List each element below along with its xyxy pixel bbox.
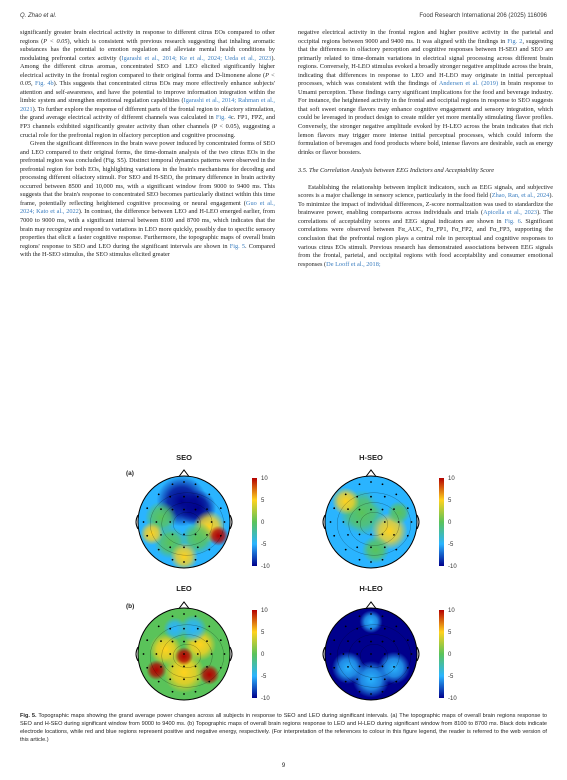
electrode-dot <box>370 666 372 668</box>
electrode-dot <box>359 559 361 561</box>
electrode-dot <box>330 521 332 523</box>
text-run: , suggesting that the differences in olfactory perception and cognitive responses between H-SEO and SEO are primarily related to time-domain variations in electrical signal processing across different brain regions. Conversely, H-LEO stimulus evoked a broadly stronger negative amplitude across the brain, indicating that differences in response to LEO and H-LEO may originate in initial perceptual processes, which was consistent with the findings of <box>298 37 553 88</box>
topomap-hleo <box>323 602 457 702</box>
electrode-dot <box>146 667 148 669</box>
electrode-dot <box>370 613 372 615</box>
electrode-dot <box>183 628 185 630</box>
electrode-dot <box>220 639 222 641</box>
electrode-dot <box>382 666 384 668</box>
colorbar-tick-label: 0 <box>261 520 265 526</box>
electrode-dot <box>211 653 213 655</box>
electrode-dot <box>183 678 185 680</box>
electrode-dot <box>197 521 199 523</box>
electrode-dot <box>195 691 197 693</box>
colorbar <box>439 610 444 698</box>
electrode-dot <box>224 521 226 523</box>
electrode-dot <box>183 641 185 643</box>
electrode-dot <box>411 653 413 655</box>
electrode-dot <box>195 666 197 668</box>
electrode-dot <box>370 678 372 680</box>
electrode-dot <box>370 641 372 643</box>
citation-link[interactable]: Apicella et al., 2023 <box>483 209 538 217</box>
electrode-dot <box>172 509 174 511</box>
electrode-dot <box>183 509 185 511</box>
text-run: . Compared with the H-SEO stimulus, the SEO stimulus elicited greater <box>20 242 275 259</box>
electrode-dot <box>359 483 361 485</box>
electrode-dot <box>384 678 386 680</box>
electrode-dot <box>345 549 347 551</box>
electrode-dot <box>146 507 148 509</box>
electrode-dot <box>206 666 208 668</box>
electrode-dot <box>195 615 197 617</box>
colorbar-tick-label: -5 <box>261 674 267 680</box>
topomap-hseo <box>323 470 457 570</box>
electrode-dot <box>370 509 372 511</box>
text-run: ), which is consistent with previous research suggesting that inhaling aromatic substances has the potential to emotion regulation and alleviate mental health conditions by modulating prefrontal cortex activity ( <box>20 37 275 62</box>
electrode-dot <box>195 509 197 511</box>
activity-region <box>387 501 410 524</box>
electrode-dot <box>206 508 208 510</box>
electrode-dot <box>382 641 384 643</box>
text-run: ). This suggests that concentrated citrus EOs may more effectively enhance subjects' attention and self-awareness, and have the potential to improve information integration within the limbic system and strengthen emotional regulation capabilities ( <box>20 80 275 105</box>
figure-caption <box>20 712 547 744</box>
electrode-dot <box>395 494 397 496</box>
electrode-dot <box>343 521 345 523</box>
electrode-dot <box>183 496 185 498</box>
electrode-dot <box>333 535 335 537</box>
electrode-dot <box>382 483 384 485</box>
electrode-dot <box>393 666 395 668</box>
electrode-dot <box>370 693 372 695</box>
electrode-dot <box>370 653 372 655</box>
colorbar-tick-label: 0 <box>448 652 452 658</box>
electrode-dot <box>183 521 185 523</box>
electrode-dot <box>172 534 174 536</box>
caption-text: Topographic maps showing the grand average power changes across all subjects in response to SEO and LEO during significant intervals. (a) The topographic maps of overall brain regions response to SEO and H-SEO during significant window from 9000 to 9400 ms. (b) Topographic maps of overall brain regions response to LEO and H-LEO during significant window from 8100 to 8700 ms. Black dots indicate electrode locations, while red and blue regions represent positive and negative energy, respectively. (For interpretation of the references to colour in this figure legend, the reader is referred to the web version of this article.) <box>20 713 547 743</box>
electrode-dot <box>183 693 185 695</box>
electrode-dot <box>407 507 409 509</box>
activity-region <box>146 660 166 680</box>
citation-link[interactable]: Guo et al., 2024; Kato et al., 2022 <box>20 199 275 216</box>
electrode-dot <box>359 509 361 511</box>
electrode-dot <box>384 546 386 548</box>
electrode-dot <box>143 653 145 655</box>
topographic-maps <box>70 448 500 703</box>
map-title-leo: LEO <box>176 584 192 593</box>
electrode-dot <box>382 559 384 561</box>
activity-region <box>362 536 390 564</box>
electrode-dot <box>359 641 361 643</box>
text-run: Given the significant differences in the brain wave power induced by concentrated forms of SEO and LEO compared to their original forms, the time-domain analysis of the two citrus EOs in the prefrontal region was concluded (Fig. S5). Distinct temporal dynamics patterns were observed in the prefrontal region for both EOs, highlighting variations in the brain's mechanisms for decoding and processing different olfactory stimuli. For SEO and H-SEO, the primary difference in brain activity occurred between 8500 and 10,000 ms, with a significant window from 9000 to 9400 ms. This suggests that the brain's response to concentrated SEO becomes particularly distinct within this time frame, potentially reflecting heightened cognitive processing or neural engagement ( <box>20 140 275 207</box>
electrode-dot <box>398 653 400 655</box>
colorbar-tick-label: 10 <box>448 608 455 614</box>
electrode-dot <box>169 546 171 548</box>
map-title-hseo: H-SEO <box>359 453 383 462</box>
figure-link[interactable]: Fig. 2 <box>507 37 523 45</box>
electrode-dot <box>356 521 358 523</box>
text-run: ). In contrast, the difference between LEO and H-LEO emerged earlier, from 7000 to 9000 ms, with a significant interval between 8100 and 8700 ms, which indicates that the brain may recognize and respond to variations in LEO more quickly, possibly due to specific sensory properties that elicit a faster cognitive response. Furthermore, the topographic maps of overall brain regions' response to SEO and LEO during the significant intervals are shown in <box>20 208 275 250</box>
text-run: negative electrical activity in the frontal region and higher positive activity in the parietal and occipital regions between 9000 and 9400 ms. It was aligned with the findings in <box>298 29 553 45</box>
electrode-dot <box>347 640 349 642</box>
electrode-dot <box>208 494 210 496</box>
text-run: ). The correlations of acceptability scores and EEG signal indicators are shown in <box>298 209 554 225</box>
electrode-dot <box>172 641 174 643</box>
electrode-dot <box>195 534 197 536</box>
left-paragraph-2 <box>20 140 275 260</box>
electrode-dot <box>330 653 332 655</box>
electrode-dot <box>197 546 199 548</box>
figure-link[interactable]: Fig. 4 <box>215 114 232 122</box>
figure-link[interactable]: Fig. 4b <box>34 80 54 88</box>
activity-region <box>208 526 228 546</box>
electrode-dot <box>158 681 160 683</box>
text-run: significantly greater brain electrical activity in response to different citrus EOs compared to other regions ( <box>20 29 275 45</box>
electrode-dot <box>382 509 384 511</box>
electrode-dot <box>197 628 199 630</box>
electrode-dot <box>359 615 361 617</box>
map-title-hleo: H-LEO <box>359 584 383 593</box>
text-run: ). Among the different citrus aromas, concentrated SEO and LEO elicited significantly higher electrical activity in the frontal region compared to their original forms and D-limonene alone ( <box>20 54 275 79</box>
electrode-dot <box>384 496 386 498</box>
electrode-dot <box>370 546 372 548</box>
citation-link[interactable]: Zhao, Ran, et al., 2024 <box>491 192 550 200</box>
topomap-leo <box>136 602 270 702</box>
electrode-dot <box>382 534 384 536</box>
activity-region <box>175 647 193 665</box>
electrode-dot <box>160 666 162 668</box>
electrode-dot <box>370 628 372 630</box>
electrode-dot <box>333 667 335 669</box>
electrode-dot <box>398 521 400 523</box>
electrode-dot <box>158 549 160 551</box>
electrode-dot <box>146 535 148 537</box>
electrode-dot <box>407 535 409 537</box>
colorbar-tick-label: -5 <box>448 542 454 548</box>
electrode-dot <box>393 508 395 510</box>
electrode-dot <box>395 681 397 683</box>
electrode-dot <box>160 508 162 510</box>
electrode-dot <box>156 653 158 655</box>
electrode-dot <box>169 628 171 630</box>
electrode-dot <box>146 639 148 641</box>
electrode-dot <box>208 681 210 683</box>
electrode-dot <box>347 508 349 510</box>
text-run: . Significant correlations were observed between Fα_AUC, Fα_FP1, Fα_FP2, and Fα_FP3, supporting the conclusion that the prefrontal region plays a central role in perceptual and cognitive responses to various citrus EOs stimuli. Previous research has demonstrated associations between EEG signals from the frontal, parietal, and occipital regions with food acceptability and consumer emotional responses ( <box>298 217 553 268</box>
text-run: P < 0.05 <box>43 37 68 45</box>
text-run: ). To minimize the impact of individual differences, Z-score normalization was used to standardize the brainwave power, enabling comparisons across individuals and trials ( <box>298 192 553 217</box>
electrode-dot <box>172 666 174 668</box>
left-column <box>20 29 275 260</box>
electrode-dot <box>370 496 372 498</box>
electrode-dot <box>172 559 174 561</box>
text-run: c. FP1, FPZ, and FP3 channels exhibited significantly greater activity than other channels (P < 0.05), suggesting a crucial role for the prefrontal region in olfactory perception and cognitive processing. <box>20 114 275 139</box>
electrode-dot <box>359 666 361 668</box>
electrode-dot <box>220 535 222 537</box>
electrode-dot <box>384 628 386 630</box>
right-paragraph-1 <box>298 29 553 157</box>
electrode-dot <box>172 691 174 693</box>
electrode-dot <box>195 641 197 643</box>
figure-5 <box>70 448 500 703</box>
electrode-dot <box>158 494 160 496</box>
electrode-dot <box>160 534 162 536</box>
text-run: in brain response to Umami perception. These findings carry significant implications for the food and beverage industry. For instance, the heightened activity in the frontal and occipital regions in response to SEO suggests that soft sweet orange flavors may enhance cognitive engagement and sensory integration, which could be leveraged in product design to create milder yet more mentally stimulating flavor profiles. Conversely, the stronger negative amplitude evoked by H-LEO across the brain indicates that rich lemon flavors may trigger more intense initial perceptual processes, which could inform the formulation of beverages and food products where bold, intense flavors are desirable, such as energy drinks or flavor boosters. <box>298 80 553 156</box>
electrode-dot <box>169 653 171 655</box>
electrode-dot <box>333 639 335 641</box>
colorbar-tick-label: 5 <box>448 630 452 636</box>
electrode-dot <box>211 521 213 523</box>
caption-label: Fig. 5. <box>20 713 37 719</box>
colorbar <box>252 478 257 566</box>
electrode-dot <box>183 653 185 655</box>
colorbar-tick-label: -5 <box>261 542 267 548</box>
figure-link[interactable]: Fig. 6 <box>504 217 521 225</box>
citation-link[interactable]: Igarashi et al., 2014; Rahman et al., 2021 <box>20 97 275 113</box>
electrode-dot <box>195 559 197 561</box>
electrode-dot <box>183 666 185 668</box>
electrode-dot <box>370 521 372 523</box>
electrode-dot <box>156 521 158 523</box>
electrode-dot <box>393 534 395 536</box>
electrode-dot <box>220 507 222 509</box>
electrode-dot <box>183 561 185 563</box>
electrode-dot <box>345 494 347 496</box>
electrode-dot <box>407 667 409 669</box>
electrode-dot <box>395 626 397 628</box>
colorbar-tick-label: -10 <box>261 564 270 570</box>
citation-link[interactable]: Andersen et al. (2019) <box>438 80 499 88</box>
electrode-dot <box>393 640 395 642</box>
electrode-dot <box>384 521 386 523</box>
electrode-dot <box>197 678 199 680</box>
colorbar-tick-label: 0 <box>261 652 265 658</box>
electrode-dot <box>370 561 372 563</box>
figure-link[interactable]: Fig. 5 <box>229 242 245 250</box>
text-run: Establishing the relationship between implicit indicators, such as EEG signals, and subjective scores is a major challenge in sensory science, particularly in the food field ( <box>298 183 553 200</box>
electrode-dot <box>356 628 358 630</box>
electrode-dot <box>343 653 345 655</box>
colorbar-tick-label: -10 <box>448 696 457 702</box>
electrode-dot <box>220 667 222 669</box>
electrode-dot <box>384 653 386 655</box>
electrode-dot <box>197 496 199 498</box>
electrode-dot <box>356 678 358 680</box>
electrode-dot <box>370 481 372 483</box>
colorbar-tick-label: 10 <box>261 476 268 482</box>
electrode-dot <box>169 496 171 498</box>
right-paragraph-2 <box>298 184 553 269</box>
electrode-dot <box>195 483 197 485</box>
electrode-dot <box>183 546 185 548</box>
electrode-dot <box>169 521 171 523</box>
left-paragraph-1 <box>20 29 275 140</box>
colorbar-tick-label: 5 <box>448 498 452 504</box>
electrode-dot <box>345 681 347 683</box>
activity-region <box>163 617 186 640</box>
colorbar-tick-label: 10 <box>261 608 268 614</box>
colorbar <box>252 610 257 698</box>
electrode-dot <box>347 534 349 536</box>
electrode-dot <box>333 507 335 509</box>
electrode-dot <box>183 534 185 536</box>
activity-region <box>332 524 364 556</box>
electrode-dot <box>356 496 358 498</box>
colorbar-tick-label: -5 <box>448 674 454 680</box>
topomap-seo <box>136 470 270 570</box>
electrode-dot <box>169 678 171 680</box>
colorbar-tick-label: -10 <box>448 564 457 570</box>
electrode-dot <box>172 483 174 485</box>
electrode-dot <box>183 613 185 615</box>
header-authors: Q. Zhao et al. <box>20 13 57 19</box>
electrode-dot <box>356 653 358 655</box>
colorbar-tick-label: 5 <box>261 630 265 636</box>
electrode-dot <box>183 481 185 483</box>
colorbar <box>439 478 444 566</box>
citation-link[interactable]: De Looff et al., 2018; <box>326 260 381 268</box>
header-journal: Food Research International 206 (2025) 116096 <box>419 13 547 19</box>
colorbar-tick-label: 0 <box>448 520 452 526</box>
electrode-dot <box>160 640 162 642</box>
citation-link[interactable]: Igarashi et al., 2014; Ke et al., 2024; Ueda et al., 2023 <box>121 54 272 62</box>
electrode-dot <box>206 534 208 536</box>
colorbar-tick-label: 5 <box>261 498 265 504</box>
electrode-dot <box>143 521 145 523</box>
electrode-dot <box>345 626 347 628</box>
electrode-dot <box>206 640 208 642</box>
electrode-dot <box>356 546 358 548</box>
electrode-dot <box>370 534 372 536</box>
electrode-dot <box>208 549 210 551</box>
colorbar-tick-label: -10 <box>261 696 270 702</box>
electrode-dot <box>208 626 210 628</box>
running-header <box>20 13 547 23</box>
electrode-dot <box>172 615 174 617</box>
page-number: 9 <box>281 763 286 769</box>
electrode-dot <box>382 691 384 693</box>
electrode-dot <box>411 521 413 523</box>
electrode-dot <box>382 615 384 617</box>
text-run: P < 0.05, <box>20 71 275 88</box>
electrode-dot <box>359 691 361 693</box>
panel-label-a: (a) <box>126 470 134 477</box>
electrode-dot <box>407 639 409 641</box>
text-run: ). To further explore the response of different parts of the frontal region to olfactory stimulation, the grand average electrical activity of different channels was calculated in <box>20 105 275 122</box>
electrode-dot <box>395 549 397 551</box>
section-heading: 3.5. The Correlation Analysis between EEG Indictors and Acceptability Score <box>298 167 495 175</box>
electrode-dot <box>197 653 199 655</box>
electrode-dot <box>158 626 160 628</box>
panel-label-b: (b) <box>126 603 135 610</box>
electrode-dot <box>347 666 349 668</box>
electrode-dot <box>224 653 226 655</box>
right-column <box>298 29 553 269</box>
colorbar-tick-label: 10 <box>448 476 455 482</box>
map-title-seo: SEO <box>176 453 192 462</box>
electrode-dot <box>359 534 361 536</box>
